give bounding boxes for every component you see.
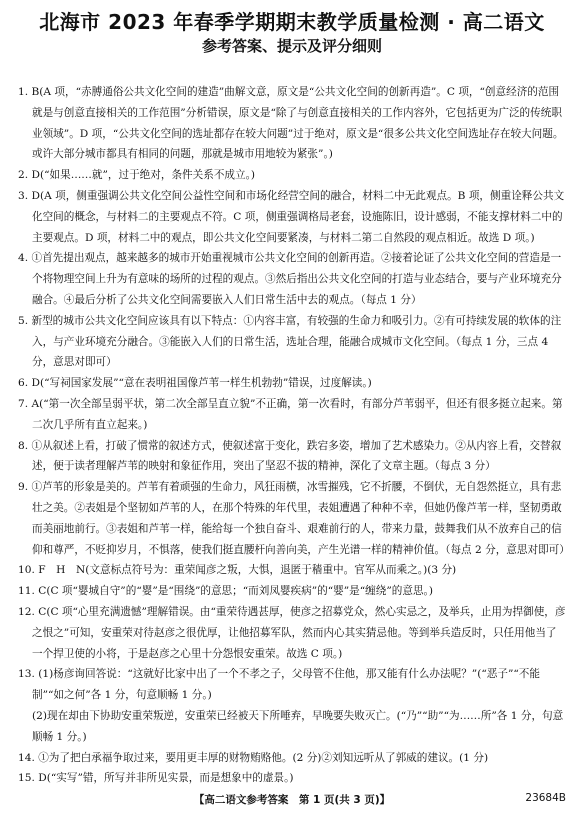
answer-list (18, 82, 570, 789)
answer-item-11: 11. C(C 项“婴城自守”的“婴”是“围绕”的意思；“而刘凤婴疾病”的“婴”是“缠绕”的意思。) (18, 585, 433, 598)
answer-item-1: 1. B(A 项，“赤膊通俗公共文化空间的建造”曲解文意，原文是“公共文化空间的创新再造”。C 项，“创意经济的范围就是与创意直接相关的工作范围”分析错误，原文是“除了与创意直接相关的工作内容外，它包括更为广泛的传统职业领域”。D 项，“公共文化空间的选址都存在较大问题”过于绝对，原文是“很多公共文化空间选址存在较大问题。或许大部分城市都具有相同的问题，那就是城市用地较为紧张”。) (18, 86, 564, 161)
answer-item-10: 10. F H N(文意标点符号为：重荣闻彦之叛，大惧，退匿于穑重中。官军从而乘之。)(3 分) (18, 564, 457, 577)
answer-item-9: 9. ①芦苇的形象是美的。芦苇有着顽强的生命力，风狂雨横，冰雪摧残，它不折腰，不倒伏，无自怨然挺立，具有悲壮之美。②表姐是个坚韧如芦苇的人，在那个特殊的年代里，表姐遭遇了种种不幸，但她仍像芦苇一样，坚韧勇敢而美丽地前行。③表姐和芦苇一样，能给每一个独自奋斗、艰难前行的人，带来力量，鼓舞我们从不放弃自己的信仰和尊严，不贬抑岁月，不惧落，使我们挺直腰杆向善向美，产生光谱一样的精神价值。（每点 2 分，意思对即可） (18, 481, 570, 556)
page-subtitle: 参考答案、提示及评分细则 (201, 37, 382, 55)
answer-item-4: 4. ①首先提出观点，越来越多的城市开始重视城市公共文化空间的创新再造。②接着论证了公共文化空间的营造是一个将物理空间上升为有意味的场所的过程的观点。③然后指出公共文化空间的打造与业态结合，要与产业环境充分融合。④最后分析了公共文化空间需要嵌入人们日常生活中去的观点。（每点 1 分） (18, 252, 562, 306)
answer-item-14: 14. ①为了把白承福争取过来，要用更丰厚的财物贿赂他。(2 分)②刘知远听从了郭威的建议。(1 分) (18, 751, 489, 764)
footer-page-label: 【高二语文参考答案 第 1 页(共 3 页)】 (193, 794, 391, 806)
answer-item-5: 5. 新型的城市公共文化空间应该具有以下特点：①内容丰富，有较强的生命力和吸引力。②有可持续发展的软体的注入，与产业环境充分融合。③能嵌入人们的日常生活，选址合理，能融合成城市文化空间。（每点 1 分，三点 4 分，意思对即可） (18, 314, 562, 369)
answer-item-3: 3. D(A 项，侧重强调公共文化空间公益性空间和市场化经营空间的融合，材料二中无此观点。B 项，侧重诠释公共文化空间的概念，与材料二的主要观点不符。C 项，侧重强调格局老套，设施陈旧，设计感弱，不能支撑材料二中的主要观点。D 项，材料二中的观点，即公共文化空间要紧凑，与材料二第二自然段的观点相近。故选 D 项。) (18, 189, 565, 244)
answer-item-7: 7. A(“第一次全部呈弱平状，第二次全部呈直立貌”不正确，第一次看时，有部分芦苇弱平，但还有很多挺立起来。第二次几乎所有直立起来。) (18, 397, 563, 431)
answer-item-8: 8. ①从叙述上看，打破了惯常的叙述方式，使叙述富于变化，跌宕多姿，增加了艺术感染力。②从内容上看，交替叙述，便于读者理解芦苇的映射和象征作用，突出了坚忍不拔的精神，深化了文章主题。（每点 3 分） (18, 439, 562, 473)
answer-item-15: 15. D(“实写”错，所写并非所见实景，而是想象中的虚景。) (18, 772, 294, 785)
answer-item-13-2: (2)现在却由下协助安重荣叛逆，安重荣已经被天下所唾弃，早晚要失败灭亡。(“乃”“助”“为……所”各 1 分，句意顺畅 1 分。) (32, 709, 564, 743)
answer-item-6: 6. D(“写祠国家发展”“意在表明祖国像芦苇一样生机勃勃”错误，过度解读。) (18, 377, 372, 390)
page-title: 北海市 2023 年春季学期期末教学质量检测 · 高二语文 (39, 10, 545, 34)
footer-exam-code: 23684B (525, 792, 566, 804)
answer-item-2: 2. D(“如果……就”，过于绝对，条件关系不成立。) (18, 169, 256, 182)
answer-item-12: 12. C(C 项“心里充满遗憾”理解错误。由“重荣待遇甚厚，使彦之招募党众，然心实忌之，及举兵，止用为捍御使，彦之恨之”可知，安重荣对待赵彦之很优厚，让他招募军队，然而内心其实猜忌他。等到举兵造反时，只任用他当了一个捍卫使的小将，于是赵彦之心里十分怨恨安重荣。故选 C 项。) (18, 605, 566, 660)
answer-item-13-1: 13. (1)杨彦询回答说：“这就好比家中出了一个不孝之子，父母管不住他，那又能有什么办法呢？”(“恶子”“不能制”“如之何”各 1 分，句意顺畅 1 分。) (18, 668, 540, 702)
